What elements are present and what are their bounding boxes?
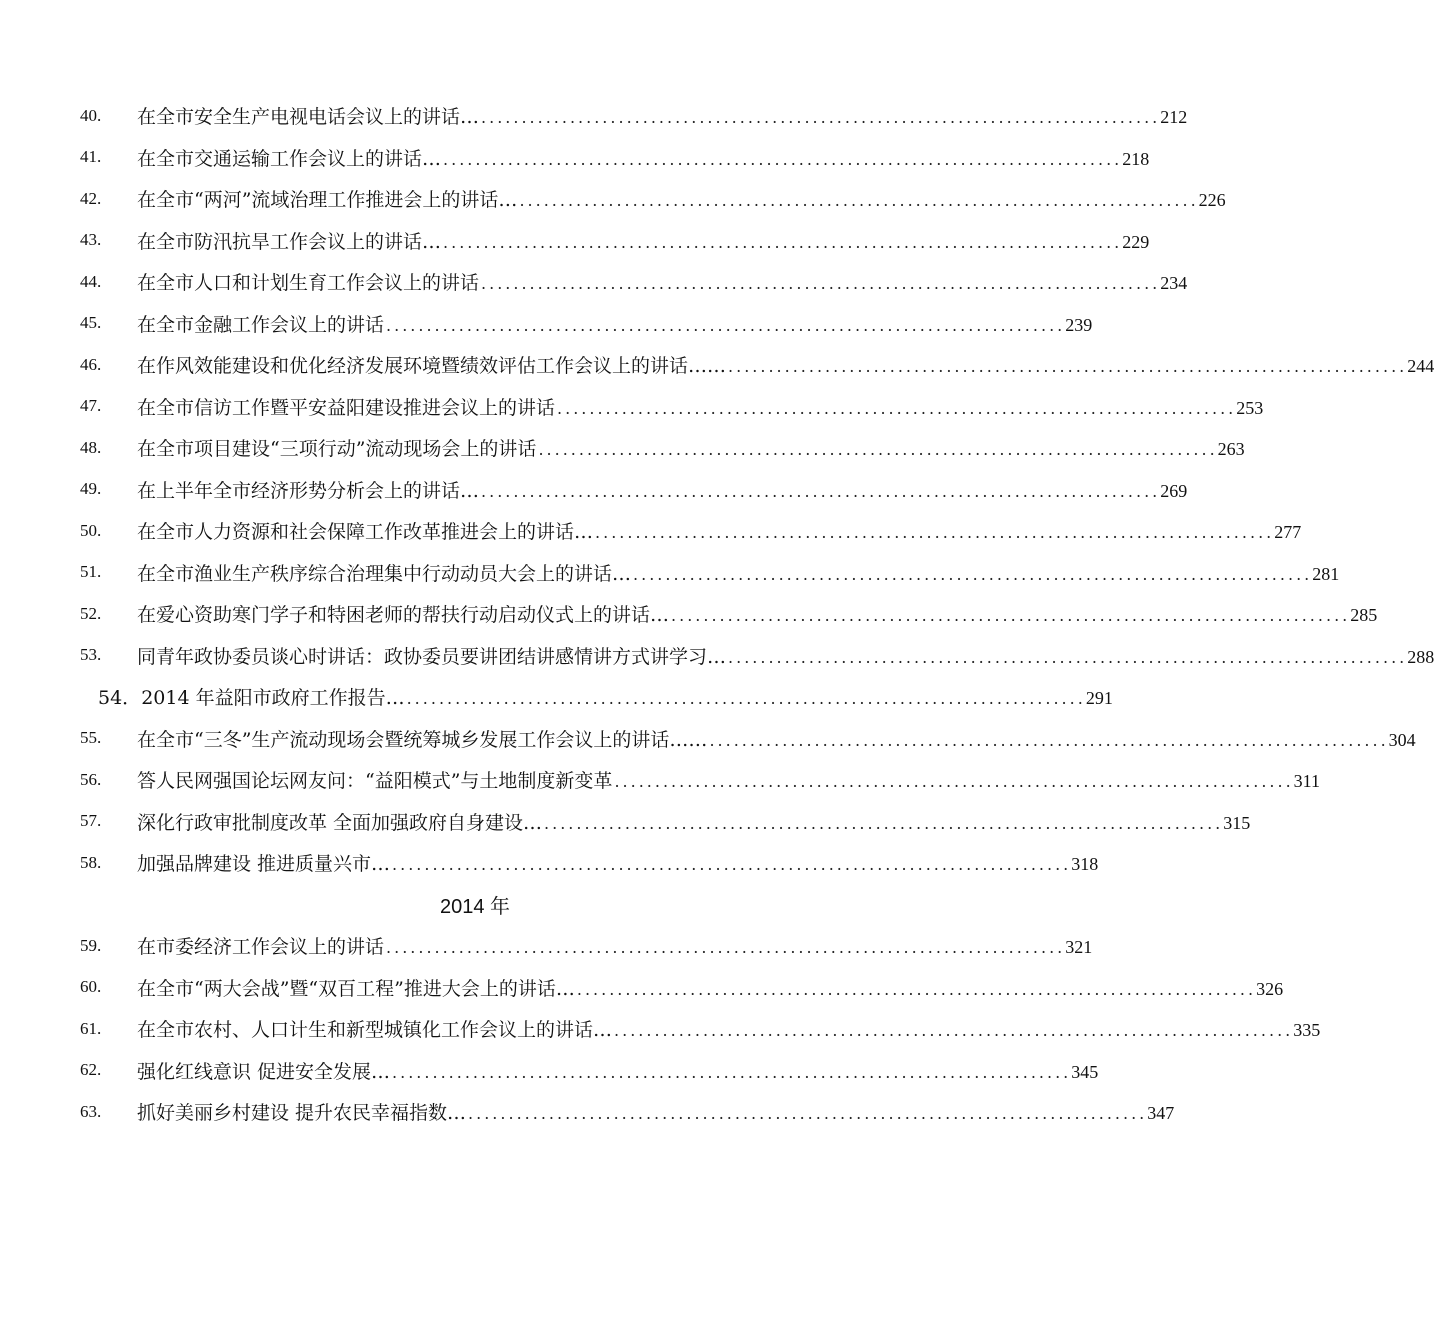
toc-entry-page: 311 [1293, 771, 1320, 792]
toc-entry-title: 在全市交通运输工作会议上的讲话… [137, 147, 442, 170]
toc-dot-leader: .................................................................................... [519, 191, 1199, 211]
toc-entry-page: 291 [1085, 688, 1113, 709]
toc-entry[interactable] [0, 178, 1226, 220]
toc-entry-body [137, 268, 1188, 295]
toc-entry[interactable] [0, 842, 1099, 884]
toc-dot-leader: .................................................................................... [392, 855, 1072, 875]
toc-entry-body [137, 393, 1264, 420]
toc-entry-number: 60. [80, 977, 102, 997]
toc-entry-page: 285 [1350, 605, 1378, 626]
toc-entry-number: 57. [80, 811, 102, 831]
toc-entry-body [137, 227, 1150, 254]
toc-entry-title: 强化红线意识 促进安全发展… [137, 1060, 391, 1083]
toc-entry-page: 253 [1236, 397, 1264, 418]
toc-entry-title: 在全市“两河”流域治理工作推进会上的讲话… [137, 189, 518, 212]
toc-entry-page: 239 [1065, 314, 1093, 335]
toc-dot-leader: .................................................................................... [544, 813, 1224, 833]
toc-entry[interactable] [0, 967, 1284, 1009]
toc-entry-body [137, 434, 1245, 461]
toc-dot-leader: .................................................................................... [392, 1062, 1072, 1082]
toc-entry[interactable] [0, 220, 1150, 262]
toc-entry-number: 49. [80, 479, 102, 499]
toc-entry-title: 深化行政审批制度改革 全面加强政府自身建设… [137, 811, 543, 834]
toc-entry-title: 在全市渔业生产秩序综合治理集中行动动员大会上的讲话… [137, 562, 632, 585]
toc-entry-title: 加强品牌建设 推进质量兴市… [137, 853, 391, 876]
toc-entry-page: 218 [1122, 148, 1150, 169]
table-of-contents [0, 95, 1434, 1133]
toc-entry-body [137, 476, 1188, 503]
toc-entry-title: 在全市“两大会战”暨“双百工程”推进大会上的讲话… [137, 977, 575, 1000]
toc-dot-leader: .................................................................................... [671, 606, 1351, 626]
toc-dot-leader: .................................................................................... [538, 440, 1218, 460]
toc-entry-number: 42. [80, 188, 102, 208]
toc-entry-page: 244 [1407, 356, 1434, 377]
toc-entry-number: 55. [80, 728, 102, 748]
toc-dot-leader: .................................................................................... [386, 315, 1066, 335]
toc-entry-title: 在作风效能建设和优化经济发展环境暨绩效评估工作会议上的讲话…… [137, 355, 727, 378]
toc-group-b [0, 718, 1416, 884]
toc-dot-leader: .................................................................................... [443, 149, 1123, 169]
toc-entry-number: 48. [80, 437, 102, 457]
toc-entry-number: 62. [80, 1060, 102, 1080]
toc-entry-body [137, 932, 1093, 959]
toc-entry[interactable] [0, 469, 1188, 511]
toc-dot-leader: .................................................................................... [614, 1021, 1294, 1041]
toc-dot-leader: .................................................................................... [481, 481, 1161, 501]
toc-entry-body [137, 517, 1302, 544]
toc-entry-body [137, 1098, 1175, 1125]
toc-entry[interactable] [0, 510, 1302, 552]
toc-dot-leader: .................................................................................... [468, 1104, 1148, 1124]
toc-entry-body [137, 144, 1150, 171]
toc-entry-title: 抓好美丽乡村建设 提升农民幸福指数… [137, 1102, 467, 1125]
toc-entry-title: 2014 年益阳市政府工作报告… [141, 687, 405, 710]
toc-entry-title: 在全市人力资源和社会保障工作改革推进会上的讲话… [137, 521, 594, 544]
toc-entry-body [137, 102, 1188, 129]
toc-entry-page: 212 [1160, 107, 1188, 128]
toc-entry-number: 61. [80, 1018, 102, 1038]
toc-entry-body [137, 766, 1320, 793]
year-heading: 2014 年 [439, 895, 511, 918]
toc-entry[interactable] [0, 261, 1188, 303]
toc-dot-leader: .................................................................................... [406, 689, 1086, 709]
toc-dot-leader: .................................................................................... [481, 274, 1161, 294]
toc-entry-page: 315 [1223, 812, 1251, 833]
toc-entry[interactable] [0, 759, 1320, 801]
toc-dot-leader: .................................................................................... [614, 772, 1294, 792]
toc-entry-title: 在全市金融工作会议上的讲话 [137, 313, 385, 336]
toc-group-c [0, 925, 1321, 1133]
toc-entry-number: 63. [80, 1101, 102, 1121]
toc-dot-leader: .................................................................................... [595, 523, 1275, 543]
toc-dot-leader: .................................................................................... [557, 398, 1237, 418]
toc-entry-number: 43. [80, 230, 102, 250]
toc-entry-body [137, 559, 1340, 586]
toc-entry-page: 326 [1256, 978, 1284, 999]
toc-dot-leader: .................................................................................... [443, 232, 1123, 252]
toc-entry[interactable] [0, 1091, 1175, 1133]
toc-entry[interactable] [0, 303, 1093, 345]
toc-entry[interactable] [0, 552, 1340, 594]
toc-entry-body [137, 1015, 1321, 1042]
toc-entry-number: 44. [80, 271, 102, 291]
toc-dot-leader: .................................................................................... [709, 730, 1389, 750]
toc-entry[interactable] [0, 718, 1416, 760]
toc-group-a [0, 95, 1434, 676]
toc-entry-body [137, 1057, 1099, 1084]
toc-entry-body [137, 351, 1434, 378]
toc-entry-number: 56. [80, 769, 102, 789]
toc-entry-body [137, 725, 1416, 752]
toc-entry-title: 在全市项目建设“三项行动”流动现场会上的讲话 [137, 438, 537, 461]
toc-entry-number: 58. [80, 852, 102, 872]
toc-entry-number: 50. [80, 520, 102, 540]
toc-entry-body [137, 808, 1251, 835]
toc-entry-number: 46. [80, 354, 102, 374]
toc-entry-number: 41. [80, 147, 102, 167]
toc-entry[interactable] [0, 386, 1264, 428]
toc-entry-title: 在全市“三冬”生产流动现场会暨统筹城乡发展工作会议上的讲话…… [137, 728, 708, 751]
toc-entry[interactable] [0, 427, 1245, 469]
toc-entry[interactable] [0, 635, 1434, 677]
toc-entry-page: 288 [1407, 646, 1434, 667]
toc-entry-title: 在爱心资助寒门学子和特困老师的帮扶行动启动仪式上的讲话… [137, 604, 670, 627]
toc-entry-page: 335 [1293, 1020, 1321, 1041]
toc-entry-body [137, 642, 1434, 669]
toc-dot-leader: .................................................................................... [728, 357, 1408, 377]
toc-entry-title: 答人民网强国论坛网友问：“益阳模式”与土地制度新变革 [137, 770, 613, 793]
toc-entry-54[interactable] [0, 676, 1113, 718]
toc-dot-leader: .................................................................................... [481, 108, 1161, 128]
toc-entry-number: 47. [80, 396, 102, 416]
toc-entry-page: 263 [1217, 439, 1245, 460]
toc-entry-number: 54． [98, 687, 142, 710]
toc-entry-page: 318 [1071, 854, 1099, 875]
toc-entry-page: 345 [1071, 1061, 1099, 1082]
toc-entry[interactable] [0, 593, 1378, 635]
toc-dot-leader: .................................................................................... [576, 979, 1257, 999]
toc-dot-leader: .................................................................................... [728, 647, 1408, 667]
toc-entry-number: 51. [80, 562, 102, 582]
toc-entry-body [98, 683, 1113, 710]
toc-entry[interactable] [0, 1008, 1321, 1050]
toc-entry-title: 在上半年全市经济形势分析会上的讲话… [137, 479, 480, 502]
toc-entry-number: 59. [80, 935, 102, 955]
toc-entry[interactable] [0, 95, 1188, 137]
toc-entry-page: 226 [1198, 190, 1226, 211]
toc-entry[interactable] [0, 344, 1434, 386]
toc-entry-page: 277 [1274, 522, 1302, 543]
toc-entry-body [137, 849, 1099, 876]
toc-entry-body [137, 310, 1093, 337]
toc-entry[interactable] [0, 137, 1150, 179]
toc-entry-body [137, 974, 1284, 1001]
toc-entry-body [137, 600, 1378, 627]
toc-entry-page: 234 [1160, 273, 1188, 294]
toc-dot-leader: .................................................................................... [633, 564, 1313, 584]
toc-entry-title: 在全市农村、人口计生和新型城镇化工作会议上的讲话… [137, 1019, 613, 1042]
toc-entry-page: 321 [1065, 937, 1093, 958]
toc-entry-number: 53. [80, 645, 102, 665]
toc-entry-page: 304 [1388, 729, 1416, 750]
toc-entry-page: 269 [1160, 480, 1188, 501]
toc-entry[interactable] [0, 925, 1093, 967]
toc-dot-leader: .................................................................................... [386, 938, 1066, 958]
toc-entry-number: 52. [80, 603, 102, 623]
toc-entry-title: 在全市人口和计划生育工作会议上的讲话 [137, 272, 480, 295]
toc-entry[interactable] [0, 1050, 1099, 1092]
toc-entry-title: 在全市安全生产电视电话会议上的讲话… [137, 106, 480, 129]
toc-entry[interactable] [0, 801, 1251, 843]
toc-entry-number: 40. [80, 105, 102, 125]
toc-entry-body [137, 185, 1226, 212]
toc-entry-title: 在全市信访工作暨平安益阳建设推进会议上的讲话 [137, 396, 556, 419]
toc-entry-page: 281 [1312, 563, 1340, 584]
toc-entry-page: 347 [1147, 1103, 1175, 1124]
toc-entry-number: 45. [80, 313, 102, 333]
toc-entry-page: 229 [1122, 231, 1150, 252]
toc-entry-title: 同青年政协委员谈心时讲话：政协委员要讲团结讲感情讲方式讲学习… [137, 645, 727, 668]
toc-entry-title: 在市委经济工作会议上的讲话 [137, 936, 385, 959]
toc-entry-title: 在全市防汛抗旱工作会议上的讲话… [137, 230, 442, 253]
